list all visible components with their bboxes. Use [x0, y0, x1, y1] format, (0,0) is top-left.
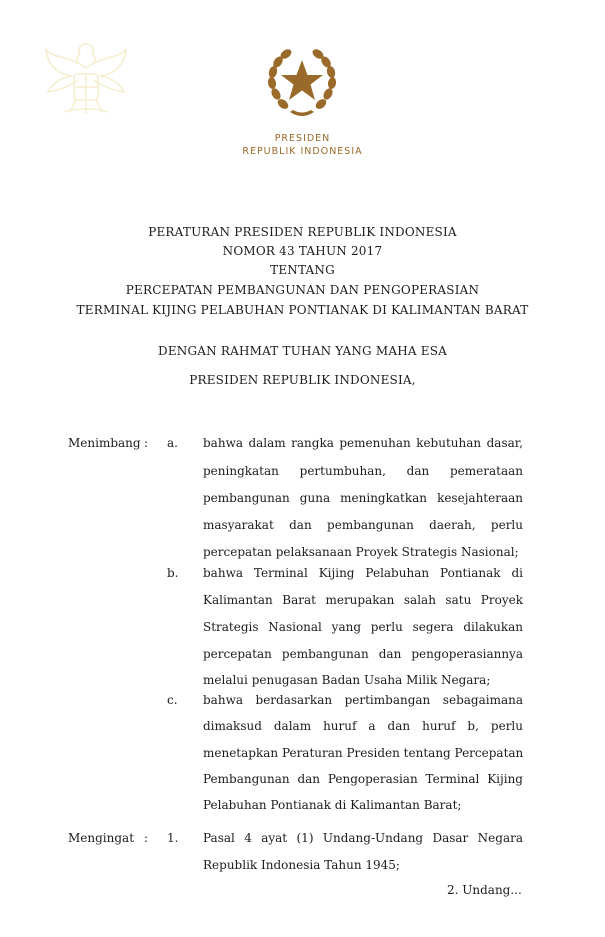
menimbang-b-line-3: Strategis Nasional yang perlu segera dilakukan	[203, 620, 523, 634]
menimbang-colon: :	[144, 436, 149, 450]
regulation-title: PERATURAN PRESIDEN REPUBLIK INDONESIA	[148, 225, 457, 239]
garuda-watermark-icon	[40, 34, 132, 118]
menimbang-c-line-1: bahwa berdasarkan pertimbangan sebagaimana	[203, 693, 523, 707]
letterhead-line-president: PRESIDEN	[274, 133, 331, 144]
menimbang-c-line-4: Pembangunan dan Pengoperasian Terminal Kijing	[203, 772, 523, 786]
menimbang-marker-a: a.	[167, 436, 178, 450]
menimbang-b-line-5: melalui penugasan Badan Usaha Milik Negara;	[203, 673, 491, 687]
menimbang-a-line-3: pembangunan guna meningkatkan kesejahteraan	[203, 491, 523, 505]
mengingat-colon: :	[144, 831, 149, 845]
menimbang-b-line-4: percepatan pembangunan dan pengoperasiannya	[203, 647, 523, 661]
regulation-about: TENTANG	[270, 263, 335, 277]
letterhead-line-republic: REPUBLIK INDONESIA	[242, 146, 363, 157]
page-continuation: 2. Undang...	[447, 883, 522, 897]
mengingat-1-line-2: Republik Indonesia Tahun 1945;	[203, 858, 400, 872]
menimbang-a-line-1: bahwa dalam rangka pemenuhan kebutuhan dasar,	[203, 436, 523, 450]
menimbang-marker-b: b.	[167, 566, 179, 580]
presidential-star-seal-icon	[262, 42, 342, 122]
menimbang-a-line-4: masyarakat dan pembangunan daerah, perlu	[203, 518, 523, 532]
regulation-subject-line-2: TERMINAL KIJING PELABUHAN PONTIANAK DI KALIMANTAN BARAT	[76, 303, 529, 317]
menimbang-b-line-2: Kalimantan Barat merupakan salah satu Proyek	[203, 593, 523, 607]
mengingat-label: Mengingat	[68, 831, 135, 845]
menimbang-label: Menimbang	[68, 436, 141, 450]
regulation-number: NOMOR 43 TAHUN 2017	[222, 244, 383, 258]
menimbang-a-line-5: percepatan pelaksanaan Proyek Strategis Nasional;	[203, 545, 519, 559]
mengingat-1-line-1: Pasal 4 ayat (1) Undang-Undang Dasar Negara	[203, 831, 523, 845]
menimbang-c-line-2: dimaksud dalam huruf a dan huruf b, perlu	[203, 719, 523, 733]
mengingat-marker-1: 1.	[167, 831, 179, 845]
president-line: PRESIDEN REPUBLIK INDONESIA,	[189, 373, 416, 387]
regulation-subject-line-1: PERCEPATAN PEMBANGUNAN DAN PENGOPERASIAN	[125, 283, 480, 297]
menimbang-a-line-2: peningkatan pertumbuhan, dan pemerataan	[203, 464, 523, 478]
blessing-line: DENGAN RAHMAT TUHAN YANG MAHA ESA	[158, 344, 447, 358]
menimbang-marker-c: c.	[167, 693, 178, 707]
menimbang-b-line-1: bahwa Terminal Kijing Pelabuhan Pontianak di	[203, 566, 523, 580]
menimbang-c-line-5: Pelabuhan Pontianak di Kalimantan Barat;	[203, 798, 462, 812]
menimbang-c-line-3: menetapkan Peraturan Presiden tentang Percepatan	[203, 746, 524, 760]
